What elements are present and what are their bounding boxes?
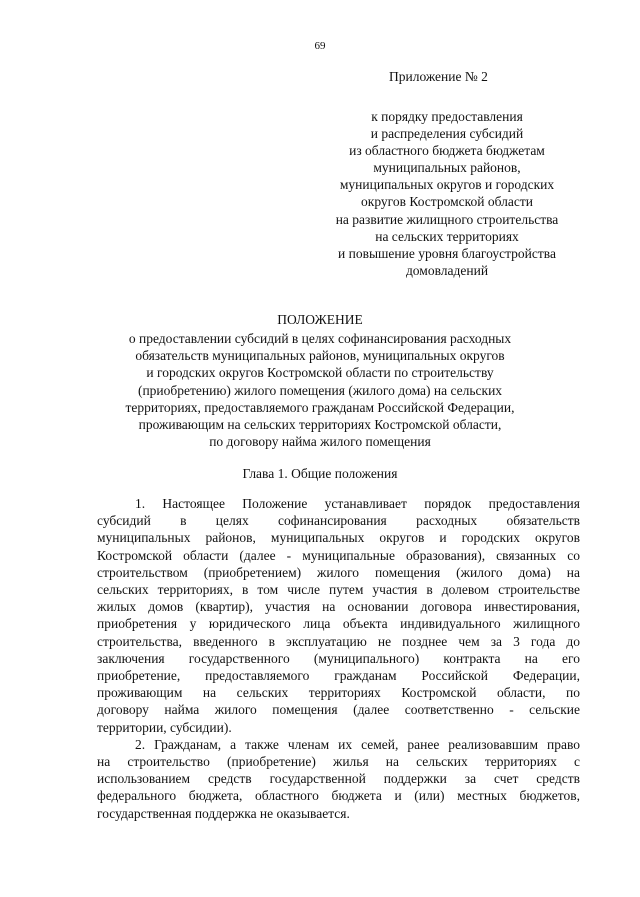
regulation-line: территориях, предоставляемого гражданам Российской Федерации,: [125, 399, 515, 415]
appendix-line: и повышение уровня благоустройства: [338, 245, 556, 261]
appendix-line: муниципальных округов и городских: [339, 177, 555, 193]
paragraph-line: договору найма жилого помещения (далее соответственно - сельские: [97, 702, 580, 718]
paragraph-line: территории, субсидии).: [97, 719, 232, 735]
paragraph-line: 1. Настоящее Положение устанавливает порядок предоставления: [135, 496, 580, 511]
regulation-title: ПОЛОЖЕНИЕ: [277, 312, 363, 327]
appendix-line: на сельских территориях: [375, 228, 519, 244]
paragraph-line: приобретения у юридического лица объекта индивидуального жилищного: [97, 616, 580, 632]
paragraph-line: федерального бюджета, областного бюджета и (или) местных бюджетов,: [97, 788, 580, 804]
appendix-line: округов Костромской области: [361, 194, 533, 210]
appendix-title: Приложение № 2: [389, 69, 488, 84]
paragraph-line: приобретение, предоставляемого гражданам Российской Федерации,: [97, 668, 580, 684]
paragraph-line: заключения государственного (муниципального) контракта на его: [97, 650, 580, 666]
paragraph-line: сельских территориях, в том числе путем участия в долевом строительстве: [97, 582, 580, 598]
paragraph-line: на строительство (приобретение) жилья на сельских территориях с: [97, 754, 580, 770]
body-text: [97, 495, 580, 822]
regulation-line: (приобретению) жилого помещения (жилого дома) на сельских: [137, 382, 503, 398]
paragraph-line: Костромской области (далее - муниципальные образования), связанных со: [97, 547, 580, 563]
appendix-line: из областного бюджета бюджетам: [349, 143, 545, 159]
appendix-line: и распределения субсидий: [370, 126, 524, 142]
chapter-title: Глава 1. Общие положения: [242, 466, 398, 481]
regulation-line: по договору найма жилого помещения: [209, 434, 431, 450]
appendix-line: домовладений: [405, 262, 489, 278]
paragraph-line: субсидий в целях софинансирования расходных обязательств: [97, 513, 580, 529]
regulation-line: обязательств муниципальных районов, муниципальных округов: [135, 348, 505, 364]
paragraph-line: строительством (приобретением) жилого помещения (жилого дома) на: [97, 564, 580, 580]
appendix-line: на развитие жилищного строительства: [335, 211, 559, 227]
regulation-line: и городских округов Костромской области по строительству: [146, 365, 494, 381]
paragraph-1: [97, 495, 580, 736]
paragraph-line: строительства, введенного в эксплуатацию не позднее чем за 3 года до: [97, 633, 580, 649]
regulation-subtitle: [0, 330, 640, 450]
regulation-line: о предоставлении субсидий в целях софинансирования расходных: [128, 331, 512, 346]
paragraph-line: проживающим на сельских территориях Костромской области, по: [97, 685, 580, 701]
paragraph-line: жилых домов (квартир), участия на основании договора инвестирования,: [97, 599, 580, 615]
appendix-caption: [302, 108, 592, 279]
paragraph-line: муниципальных районов, муниципальных округов и городских округов: [97, 530, 580, 546]
paragraph-line: 2. Гражданам, а также членам их семей, ранее реализовавшим право: [135, 736, 580, 752]
page-number: 69: [314, 40, 326, 52]
paragraph-line: использованием средств государственной поддержки за счет средств: [97, 771, 580, 787]
appendix-line: к порядку предоставления: [371, 109, 523, 124]
paragraph-line: государственная поддержка не оказывается.: [97, 805, 350, 821]
paragraph-2: [97, 736, 580, 822]
regulation-line: проживающим на сельских территориях Костромской области,: [138, 417, 502, 433]
appendix-line: муниципальных районов,: [373, 160, 521, 176]
